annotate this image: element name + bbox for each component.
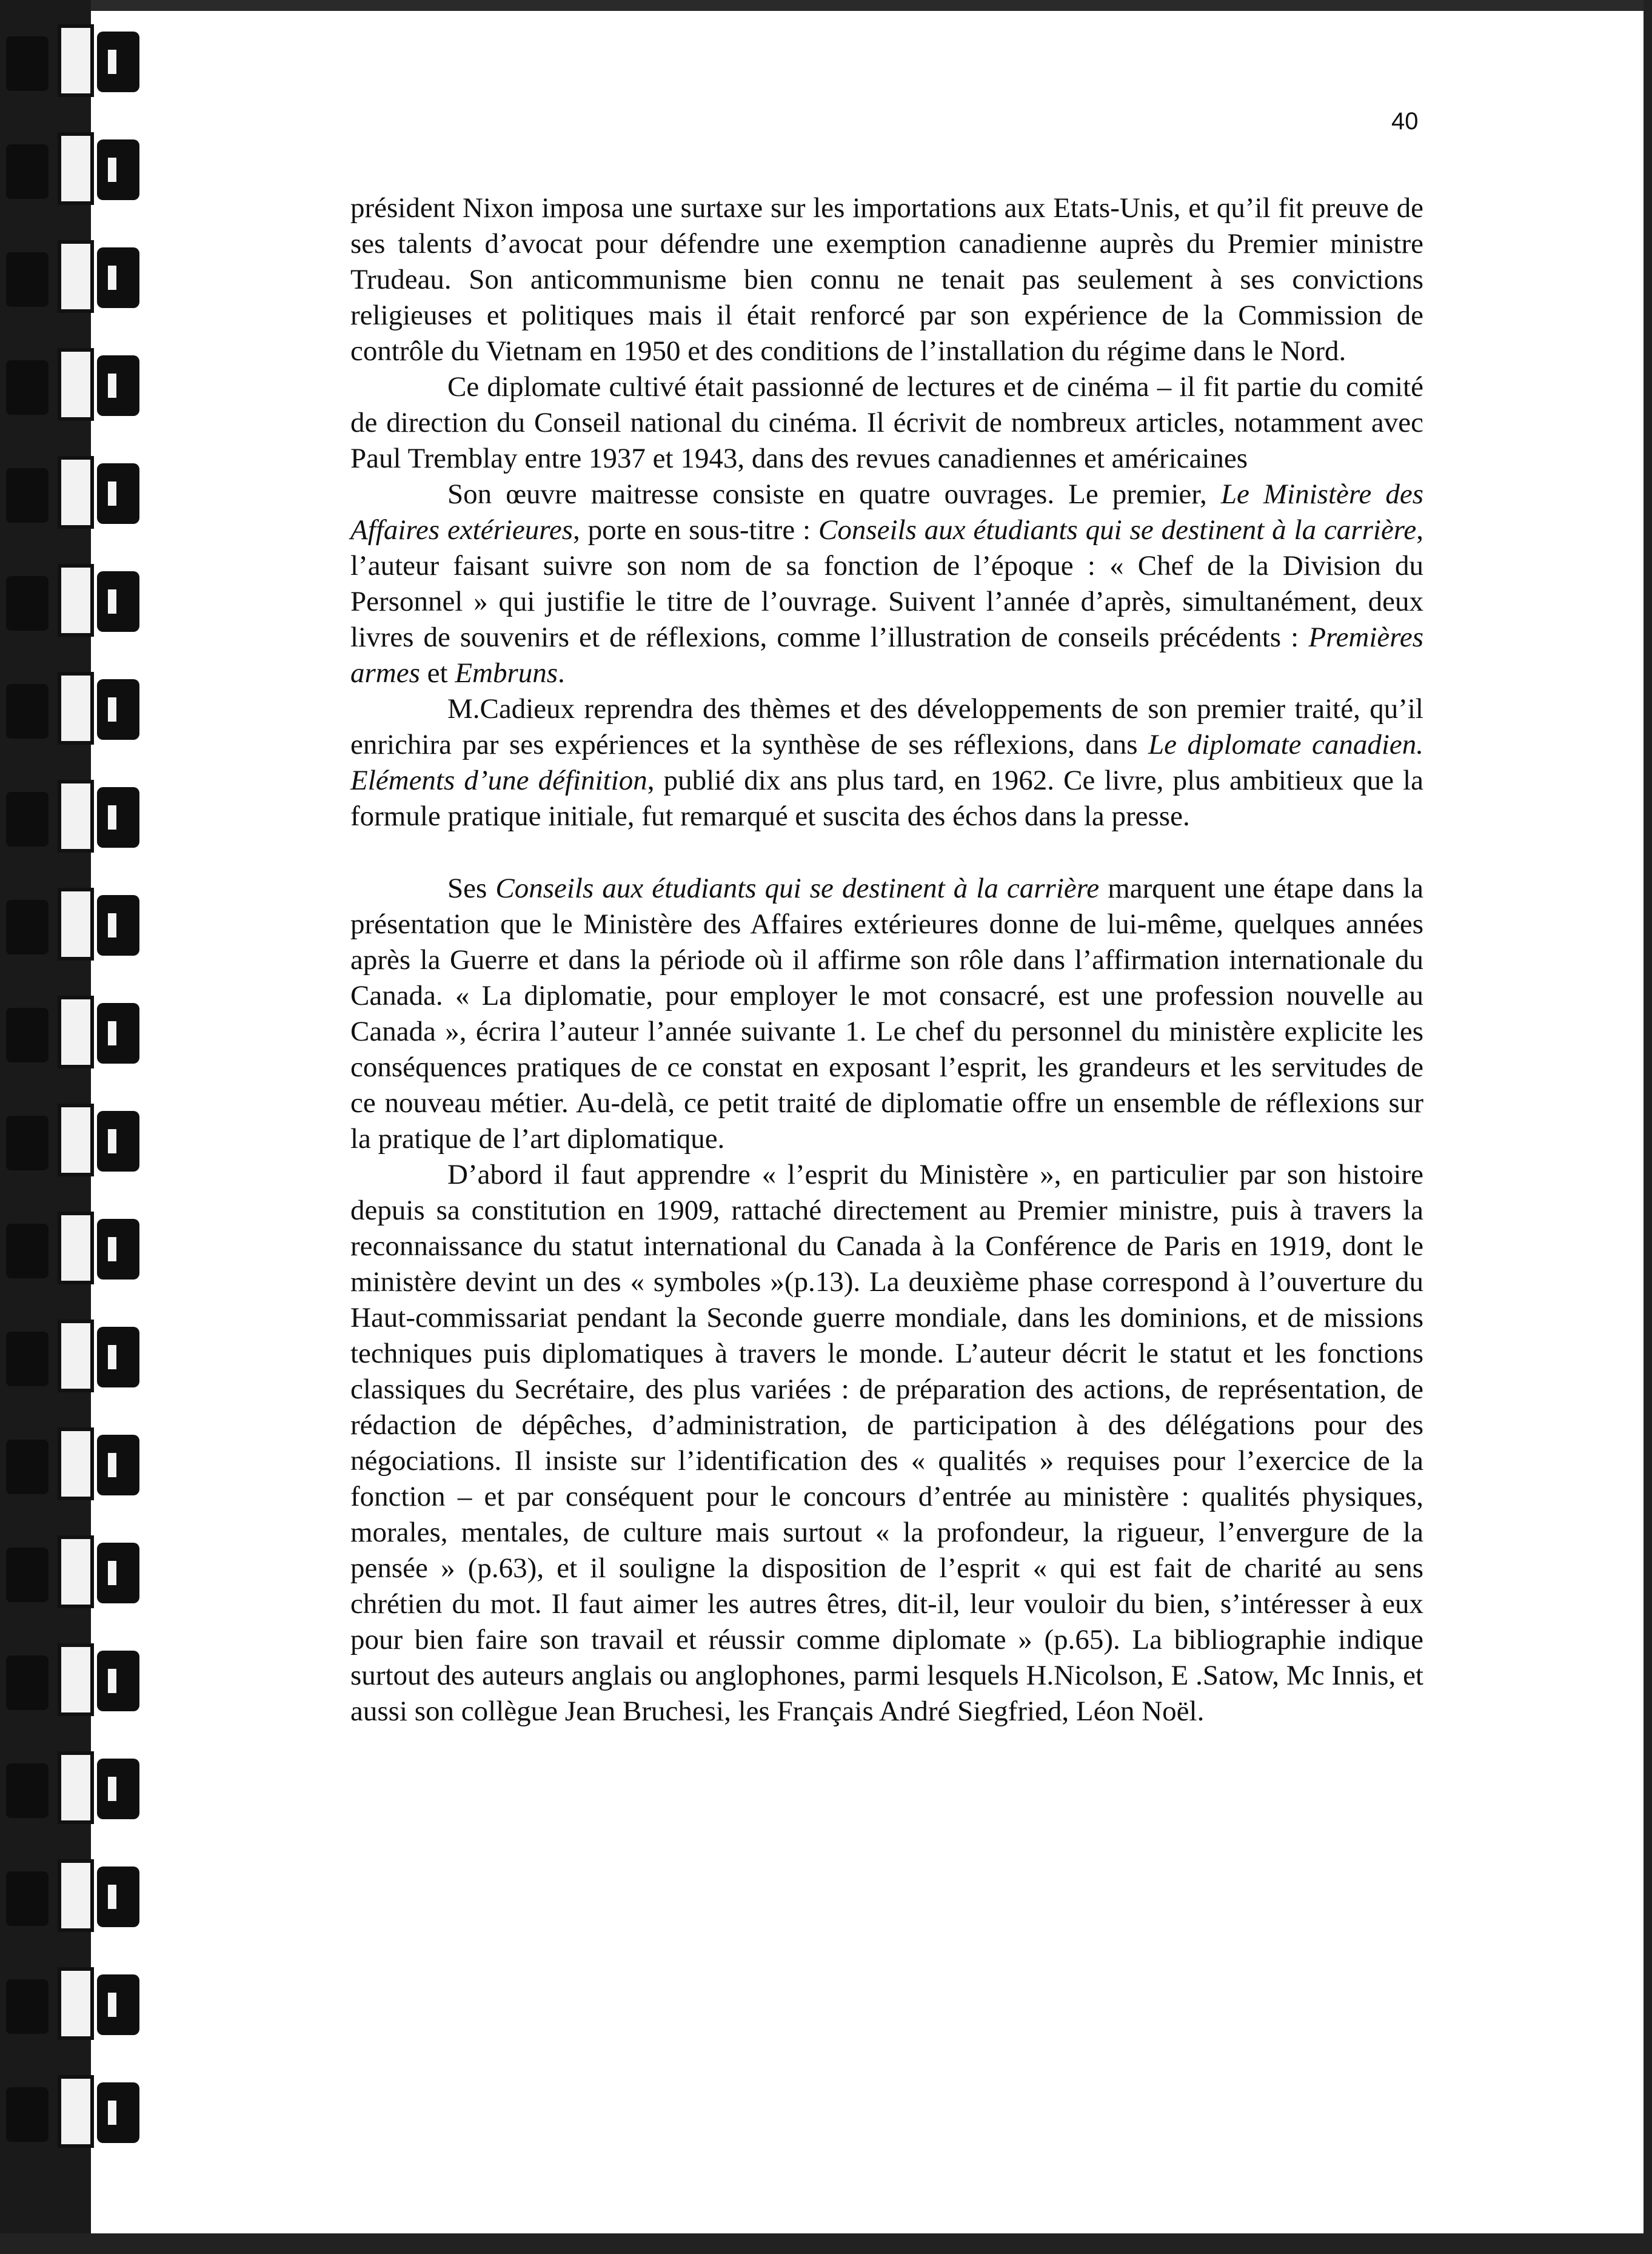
binding-coil [6, 1535, 142, 1608]
scan-edge-bottom [0, 2233, 1652, 2254]
page-number: 40 [1391, 108, 1419, 135]
paragraph [350, 871, 1423, 1157]
binding-coil [6, 888, 142, 961]
text-run: , l’auteur faisant suivre son nom de sa fonction de l’époque : « Chef de la Division du Personnel » qui justifie le titre de l’ouvrage. Suivent l’année d’après, simultanément, deux livres de souvenirs et de réflexions, comme l’illustration de conseils précédents : [350, 514, 1423, 653]
binding-coil [6, 1212, 142, 1284]
paragraph-gap [350, 834, 1423, 871]
italic-title-run: Le Ministère des Affaires extérieures [350, 478, 1423, 546]
paragraph [350, 1157, 1423, 1729]
spiral-binding [0, 24, 145, 2238]
paragraph [350, 691, 1423, 834]
paragraph [350, 477, 1423, 691]
binding-coil [6, 132, 142, 205]
text-run: , publié dix ans plus tard, en 1962. Ce livre, plus ambitieux que la formule pratique initiale, fut remarqué et suscita des échos dans la presse. [350, 765, 1423, 832]
binding-coil [6, 1643, 142, 1716]
binding-coil [6, 1751, 142, 1824]
text-run: M.Cadieux reprendra des thèmes et des développements de son premier traité, qu’il enrichira par ses expériences et la synthèse de ses réflexions, dans [350, 693, 1423, 760]
italic-title-run: Le diplomate canadien. Eléments d’une définition [350, 729, 1424, 796]
binding-coil [6, 2075, 142, 2148]
text-run: marquent une étape dans la présentation que le Ministère des Affaires extérieures donne de lui-même, quelques années après la Guerre et dans la période où il affirme son rôle dans l’affirmation internationale du Canada. « La diplomatie, pour employer le mot consacré, est une profession nouvelle au Canada », écrira l’auteur l’année suivante 1. Le chef du personnel du ministère explicite les conséquences pratiques de ce constat en exposant l’esprit, les grandeurs et les servitudes de ce nouveau métier. Au-delà, ce petit traité de diplomatie offre un ensemble de réflexions sur la pratique de l’art diplomatique. [350, 873, 1423, 1155]
binding-coil [6, 1320, 142, 1392]
binding-coil [6, 1859, 142, 1932]
scan-edge-top [0, 0, 1652, 11]
text-run: , porte en sous-titre : [573, 514, 818, 546]
text-run: Ce diplomate cultivé était passionné de lectures et de cinéma – il fit partie du comité de direction du Conseil national du cinéma. Il écrivit de nombreux articles, notamment avec Paul Tremblay entre 1937 et 1943, dans des revues canadiennes et américaines [350, 371, 1423, 474]
binding-coil [6, 1427, 142, 1500]
binding-coil [6, 456, 142, 529]
text-run: président Nixon imposa une surtaxe sur les importations aux Etats-Unis, et qu’il fit preuve de ses talents d’avocat pour défendre une exemption canadienne auprès du Premier ministre Trudeau. Son anticommunisme bien connu ne tenait pas seulement à ses convictions religieuses et politiques mais il était renforcé par son expérience de la Commission de contrôle du Vietnam en 1950 et des conditions de l’installation du régime dans le Nord. [350, 192, 1423, 367]
text-run: . [558, 657, 565, 689]
binding-coil [6, 1104, 142, 1176]
italic-title-run: Embruns [455, 657, 558, 689]
binding-coil [6, 1967, 142, 2040]
document-body [350, 190, 1423, 1729]
italic-title-run: Conseils aux étudiants qui se destinent à la carrière [818, 514, 1417, 546]
italic-title-run: Premières armes [350, 622, 1423, 689]
binding-coil [6, 24, 142, 97]
text-run: Ses [447, 873, 496, 904]
binding-coil [6, 348, 142, 421]
paragraph [350, 369, 1423, 477]
text-run: D’abord il faut apprendre « l’esprit du Ministère », en particulier par son histoire depuis sa constitution en 1909, rattaché directement au Premier ministre, puis à travers la reconnaissance du statut international du Canada à la Conférence de Paris en 1919, dont le ministère devint un des « symboles »(p.13). La deuxième phase correspond à l’ouverture du Haut-commissariat pendant la Seconde guerre mondiale, dans les dominions, et de missions techniques puis diplomatiques à travers le monde. L’auteur décrit le statut et les fonctions classiques du Secrétaire, des plus variées : de préparation des actions, de représentation, de rédaction de dépêches, d’administration, de participation à des délégations pour des négociations. Il insiste sur l’identification des « qualités » requises pour l’exercice de la fonction – et par conséquent pour le concours d’entrée au ministère : qualités physiques, morales, mentales, de culture mais surtout « la profondeur, la rigueur, l’envergure de la pensée » (p.63), et il souligne la disposition de l’esprit « qui est fait de charité au sens chrétien du mot. Il faut aimer les autres êtres, dit-il, leur vouloir du bien, s’intéresser à eux pour bien faire son travail et réussir comme diplomate » (p.65). La bibliographie indique surtout des auteurs anglais ou anglophones, parmi lesquels H.Nicolson, E .Satow, Mc Innis, et aussi son collègue Jean Bruchesi, les Français André Siegfried, Léon Noël. [350, 1159, 1423, 1727]
paragraph [350, 190, 1423, 369]
italic-title-run: Conseils aux étudiants qui se destinent à la carrière [495, 873, 1100, 904]
binding-coil [6, 780, 142, 853]
scan-edge-right [1644, 0, 1652, 2254]
text-run: Son œuvre maitresse consiste en quatre ouvrages. Le premier, [447, 478, 1221, 510]
text-run: et [420, 657, 455, 689]
binding-coil [6, 996, 142, 1068]
binding-coil [6, 564, 142, 637]
binding-coil [6, 240, 142, 313]
binding-coil [6, 672, 142, 745]
